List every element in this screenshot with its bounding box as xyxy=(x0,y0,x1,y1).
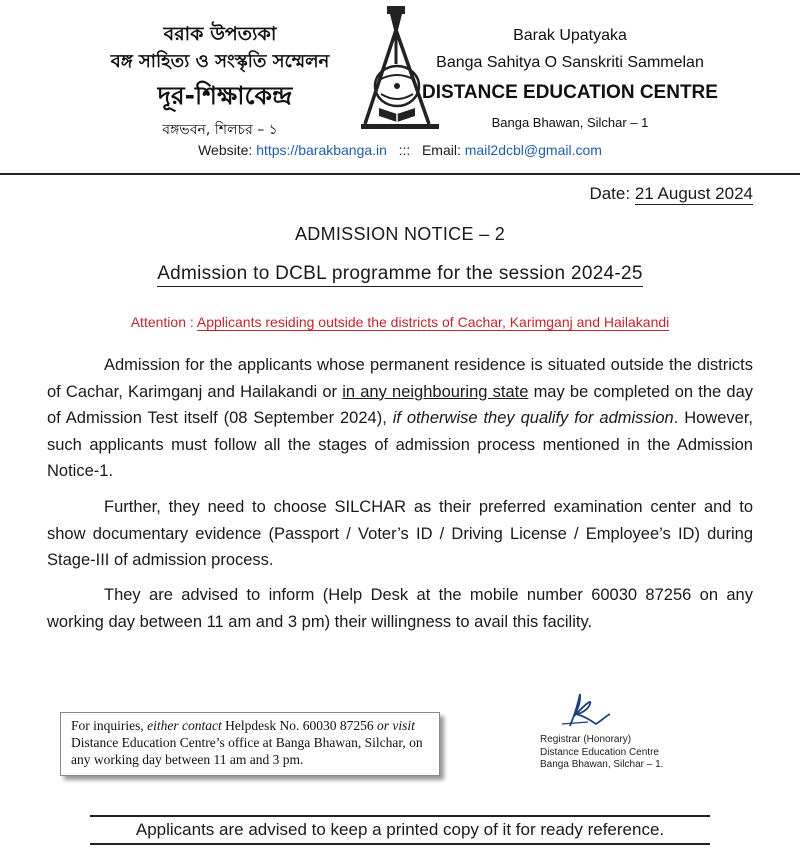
p1-text-a: Admission for the applicants whose permanent residence is situated outside the districts of Cachar, Karimganj and Hailakandi or xyxy=(47,356,753,401)
bengali-address: বঙ্গভবন, শিলচর – ১ xyxy=(162,122,278,138)
inquiry-text-c: Distance Education Centre’s office at Banga Bhawan, Silchar, on any working day between 11 am and 3 pm. xyxy=(71,735,423,767)
body-paragraph-3: They are advised to inform (Help Desk at the mobile number 60030 87256 on any working day between 11 am and 3 pm) their willingness to avail this facility. xyxy=(47,586,753,631)
inquiry-italic-2: or visit xyxy=(376,718,415,733)
inquiry-text-b: Helpdesk No. 60030 87256 xyxy=(221,718,377,733)
notice-title: ADMISSION NOTICE – 2 xyxy=(294,224,506,244)
website-link[interactable]: https://barakbanga.in xyxy=(256,142,387,158)
attention-line xyxy=(0,314,800,330)
footer-note: Applicants are advised to keep a printed copy of it for ready reference. xyxy=(135,820,665,839)
notice-date xyxy=(589,184,753,204)
inquiry-text-a: For inquiries, xyxy=(71,718,148,733)
org-address: Banga Bhawan, Silchar – 1 xyxy=(491,115,649,130)
p1-text-c: . However, such applicants must follow all the stages of admission process mentioned in the Admission Notice-1. xyxy=(47,409,753,480)
email-link[interactable]: mail2dcbl@gmail.com xyxy=(464,142,602,158)
registrar-title: Registrar (Honorary) xyxy=(540,734,632,745)
header-divider xyxy=(0,173,800,175)
contact-line xyxy=(0,142,800,158)
inquiry-text xyxy=(61,713,439,768)
org-name-line1: Barak Upatyaka xyxy=(513,27,627,44)
signature-icon xyxy=(540,690,660,730)
date-value: 21 August 2024 xyxy=(634,184,753,203)
bengali-org-name-line1: বরাক উপত্যকা xyxy=(163,23,277,45)
inquiry-italic-1: either contact xyxy=(147,718,222,733)
p1-text-b: may be completed on the day of Admission Test itself (08 September 2024), xyxy=(47,382,753,427)
registrar-block xyxy=(540,734,663,772)
footer-divider-bottom xyxy=(90,843,710,845)
registrar-address: Banga Bhawan, Silchar – 1. xyxy=(540,759,664,770)
registrar-office: Distance Education Centre xyxy=(540,746,659,758)
p1-italic-text: if otherwise they qualify for admission xyxy=(392,409,674,427)
p1-underlined-text: in any neighbouring state xyxy=(342,382,529,401)
body-paragraph-2: Further, they need to choose SILCHAR as their preferred examination center and to show documentary evidence (Passport / Voter’s ID / Driving License / Employee’s ID) during Stage-III of admission process. xyxy=(47,498,753,569)
date-label: Date: xyxy=(589,184,631,203)
org-name-line2: Banga Sahitya O Sanskriti Sammelan xyxy=(436,54,704,71)
notice-subtitle xyxy=(0,263,800,285)
bengali-centre-name: দূর-শিক্ষাকেন্দ্র xyxy=(157,81,293,110)
attention-text: Applicants residing outside the districts of Cachar, Karimganj and Hailakandi xyxy=(196,314,670,330)
website-label: Website: xyxy=(198,142,253,158)
attention-label: Attention : xyxy=(130,314,194,330)
email-label: Email: xyxy=(421,142,461,158)
centre-name: DISTANCE EDUCATION CENTRE xyxy=(422,82,718,103)
contact-separator: ::: xyxy=(398,142,411,158)
body-paragraph-1 xyxy=(47,352,753,485)
inquiry-box xyxy=(60,712,440,776)
footer-divider-top xyxy=(90,815,710,817)
notice-subtitle-text: Admission to DCBL programme for the session 2024-25 xyxy=(157,263,643,287)
bengali-org-name-line2: বঙ্গ সাহিত্য ও সংস্কৃতি সম্মেলন xyxy=(110,51,330,72)
